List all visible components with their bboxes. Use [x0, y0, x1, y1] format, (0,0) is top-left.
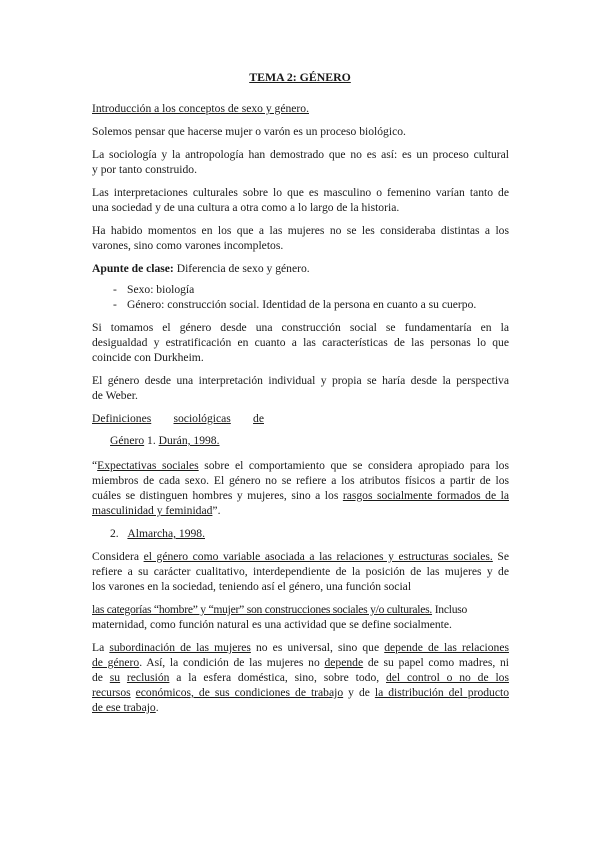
apunte-text: Diferencia de sexo y género. — [176, 262, 310, 275]
quote-line: masculinidad y feminidad”. — [92, 504, 221, 517]
paragraph-line: La subordinación de las mujeres no es universal, sino que depende de las relaciones — [92, 641, 509, 654]
paragraph-line: recursos económicos, de sus condiciones de trabajo y de la distribución del producto — [92, 686, 509, 699]
quote-line: miembros de cada sexo. El género no se refiere a los atributos físicos a partir de los — [92, 474, 509, 487]
paragraph-line: de género. Así, la condición de las mujeres no depende de su papel como madres, ni — [92, 656, 509, 669]
page-title: TEMA 2: GÉNERO — [249, 70, 351, 84]
paragraph-line: varones, sino como varones incompletos. — [92, 239, 284, 252]
definitions-heading: Definiciones sociológicas de — [92, 412, 264, 425]
paragraph-line: las categorías “hombre” y “mujer” son construcciones sociales y/o culturales. Incluso — [92, 603, 468, 616]
section-heading: Introducción a los conceptos de sexo y género. — [92, 102, 309, 115]
paragraph-line: y por tanto construido. — [92, 163, 197, 176]
paragraph-line: desigualdad y estratificación en cuanto a las características de las personas lo que — [92, 336, 509, 349]
paragraph-line: de su reclusión a la esfera doméstica, sino, sobre todo, del control o no de los — [92, 671, 509, 684]
paragraph-line: El género desde una interpretación individual y propia se haría desde la perspectiva — [92, 374, 509, 387]
paragraph-line: los varones en la sociedad, teniendo así el género, una función social — [92, 580, 412, 593]
paragraph-line: de ese trabajo. — [92, 701, 159, 714]
quote-line: cuáles se distinguen hombres y mujeres, sino a los rasgos socialmente formados de la — [92, 489, 509, 502]
paragraph-line: coincide con Durkheim. — [92, 351, 204, 364]
paragraph-line: Solemos pensar que hacerse mujer o varón es un proceso biológico. — [92, 125, 406, 138]
definition-2-line: 2. Almarcha, 1998. — [110, 527, 205, 540]
bullet-item: Género: construcción social. Identidad de la persona en cuanto a su cuerpo. — [127, 298, 477, 311]
quote-line: “Expectativas sociales sobre el comportamiento que se considera apropiado para los — [92, 459, 509, 472]
apunte-line — [92, 262, 310, 276]
paragraph-line: Las interpretaciones culturales sobre lo que es masculino o femenino varían tanto de — [92, 186, 509, 199]
paragraph-line: Ha habido momentos en los que a las mujeres no se les consideraba distintas a los — [92, 224, 509, 237]
paragraph-line: Si tomamos el género desde una construcción social se fundamentaría en la — [92, 321, 509, 334]
paragraph-line: La sociología y la antropología han demostrado que no es así: es un proceso cultural — [92, 148, 509, 161]
paragraph-line: refiere a su carácter cualitativo, interdependiente de la posición de las mujeres y de — [92, 565, 509, 578]
definition-1-line: Género 1. Durán, 1998. — [110, 434, 220, 447]
paragraph-line: maternidad, como función natural es una actividad que se define socialmente. — [92, 618, 452, 631]
paragraph-line: Considera el género como variable asociada a las relaciones y estructuras sociales. Se — [92, 550, 509, 563]
bullet-item: Sexo: biología — [127, 283, 195, 296]
bullet-dash: - — [113, 298, 117, 311]
paragraph-line: una sociedad y de una cultura a otra como a lo largo de la historia. — [92, 201, 400, 214]
apunte-label: Apunte de clase: — [92, 262, 174, 275]
bullet-dash: - — [113, 283, 117, 296]
paragraph-line: de Weber. — [92, 389, 138, 402]
